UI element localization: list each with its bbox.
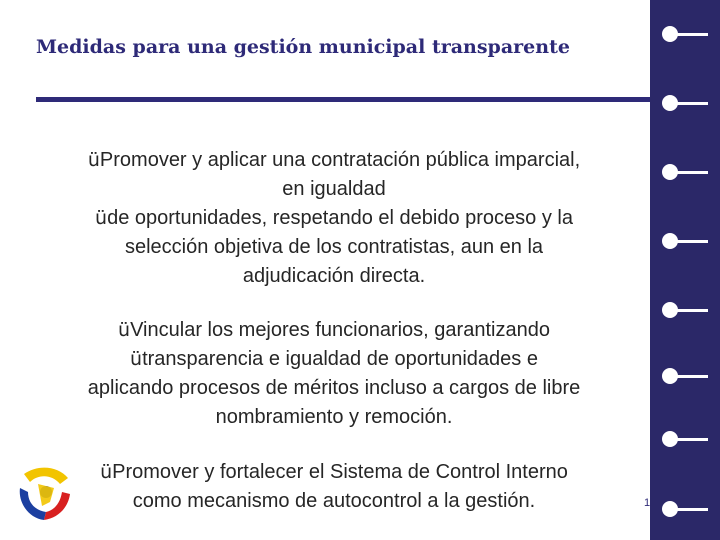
sidebar-dash-icon <box>674 171 708 174</box>
bullet-line: nombramiento y remoción. <box>215 406 453 428</box>
bullet-funcionarios <box>34 316 634 432</box>
bullet-line: üde oportunidades, respetando el debido proceso y la <box>95 207 573 229</box>
bullet-line: selección objetiva de los contratistas, aun en la <box>124 236 544 258</box>
bullet-line: üVincular los mejores funcionarios, garantizando <box>118 319 550 341</box>
page-number: 1 <box>644 497 651 509</box>
check-icon: ü <box>118 319 131 341</box>
title-divider <box>36 97 650 102</box>
bullet-contratacion <box>34 146 634 291</box>
bullet-line: adjudicación directa. <box>242 265 426 287</box>
bullet-line: üPromover y fortalecer el Sistema de Control Interno <box>100 461 568 483</box>
check-icon: ü <box>130 348 143 370</box>
slide-title: Medidas para una gestión municipal transparente <box>36 36 570 58</box>
sidebar-dash-icon <box>674 240 708 243</box>
sidebar-dash-icon <box>674 33 708 36</box>
bullet-line: ütransparencia e igualdad de oportunidades e <box>130 348 538 370</box>
bullet-line: como mecanismo de autocontrol a la gestión. <box>132 490 536 512</box>
sidebar-dash-icon <box>674 438 708 441</box>
check-icon: ü <box>100 461 113 483</box>
check-icon: ü <box>87 149 100 171</box>
bullet-line: en igualdad <box>282 178 386 200</box>
bullet-line: üPromover y aplicar una contratación pública imparcial, <box>87 149 581 171</box>
sidebar-decoration <box>650 0 720 540</box>
sidebar-dash-icon <box>674 309 708 312</box>
bullet-control-interno <box>34 458 634 516</box>
sidebar-dash-icon <box>674 508 708 511</box>
bullet-line: aplicando procesos de méritos incluso a cargos de libre <box>87 377 581 399</box>
sidebar-dash-icon <box>674 102 708 105</box>
sidebar-dash-icon <box>674 375 708 378</box>
colombia-logo-icon <box>14 462 74 524</box>
check-icon: ü <box>95 207 108 229</box>
